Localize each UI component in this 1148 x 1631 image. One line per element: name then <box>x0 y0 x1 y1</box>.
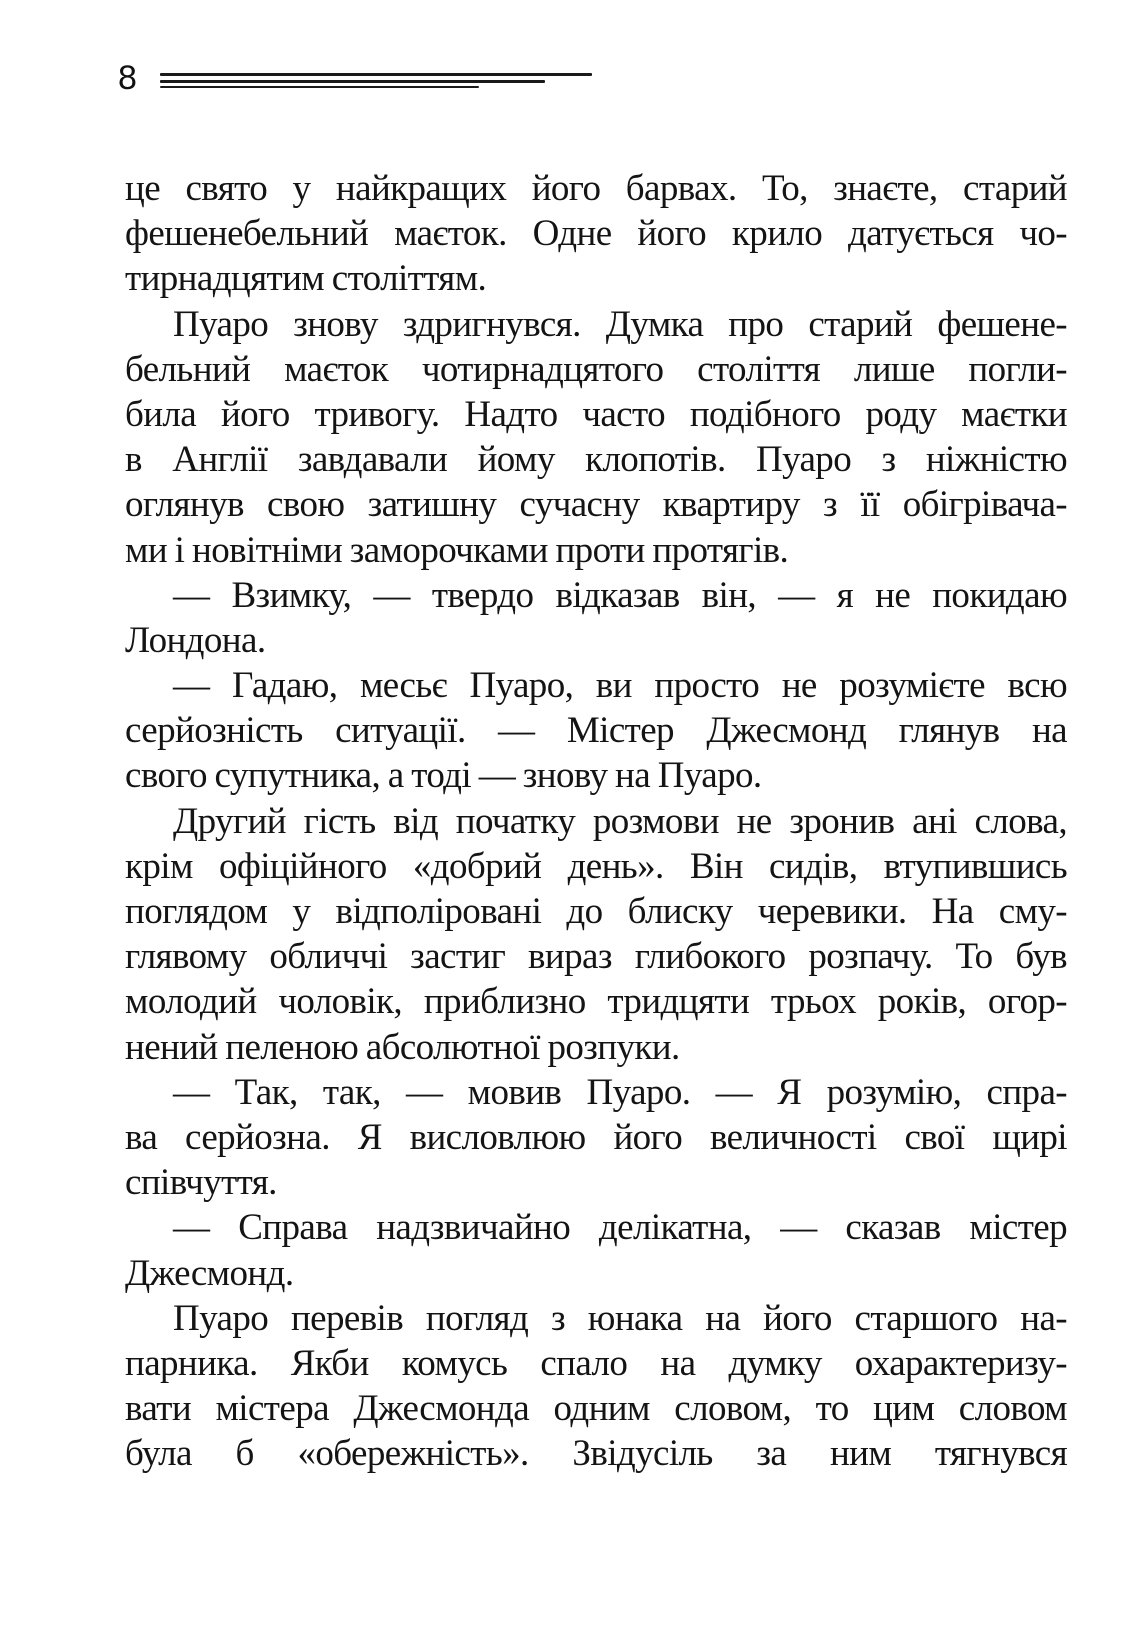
body-text <box>125 166 1067 1476</box>
text-line: бельний маєток чотирнадцятого століття лише погли- <box>125 348 1067 390</box>
text-line: — Так, так, — мовив Пуаро. — Я розумію, спра- <box>173 1071 1067 1113</box>
text-line: співчуття. <box>125 1162 277 1204</box>
text-line: свого супутника, а тоді — знову на Пуаро. <box>125 755 762 797</box>
text-line: — Взимку, — твердо відказав він, — я не покидаю <box>173 574 1067 616</box>
paragraph <box>125 663 1067 799</box>
text-line: це свято у найкращих його барвах. То, знаєте, старий <box>125 168 1067 209</box>
text-line: ми і новітніми заморочками проти протягів. <box>125 529 789 571</box>
text-line: — Справа надзвичайно делікатна, — сказав містер <box>173 1207 1067 1249</box>
paragraph <box>125 1070 1067 1206</box>
page-number: 8 <box>118 59 137 97</box>
header-rule-bottom <box>160 86 479 88</box>
text-line: — Гадаю, месьє Пуаро, ви просто не розумієте всю <box>173 665 1067 707</box>
text-line: Пуаро знову здригнувся. Думка про старий фешене- <box>173 303 1067 345</box>
text-line: оглянув свою затишну сучасну квартиру з її обігрівача- <box>125 484 1067 526</box>
paragraph <box>125 573 1067 663</box>
text-line: крім офіційного «добрий день». Він сидів, втупившись <box>125 845 1067 887</box>
text-line: Пуаро перевів погляд з юнака на його старшого на- <box>173 1297 1067 1339</box>
page-header <box>118 58 598 98</box>
paragraph <box>125 1296 1067 1477</box>
text-line: глявому обличчі застиг вираз глибокого розпачу. То був <box>125 936 1067 978</box>
text-line: Другий гість від початку розмови не зронив ані слова, <box>173 800 1067 842</box>
paragraph <box>125 302 1067 573</box>
text-line: була б «обережність». Звідусіль за ним тягнувся <box>125 1433 1067 1475</box>
text-line: тирнадцятим століттям. <box>125 258 487 300</box>
header-rule-top <box>160 73 592 76</box>
text-line: Лондона. <box>125 619 266 661</box>
text-line: молодий чоловік, приблизно тридцяти трьох років, огор- <box>125 981 1067 1023</box>
text-line: нений пеленою абсолютної розпуки. <box>125 1026 680 1068</box>
text-line: Джесмонд. <box>125 1252 294 1294</box>
text-line: в Англії завдавали йому клопотів. Пуаро з ніжністю <box>125 439 1067 481</box>
text-line: ва серйозна. Я висловлюю його величності свої щирі <box>125 1116 1067 1158</box>
text-line: била його тривогу. Надто часто подібного роду маєтки <box>125 393 1067 435</box>
text-line: серйозність ситуації. — Містер Джесмонд глянув на <box>125 710 1067 752</box>
text-line: фешенебельний маєток. Одне його крило датується чо- <box>125 213 1067 255</box>
paragraph <box>125 1205 1067 1295</box>
paragraph <box>125 799 1067 1070</box>
text-line: парника. Якби комусь спало на думку охарактеризу- <box>125 1342 1067 1384</box>
paragraph <box>125 166 1067 302</box>
header-rule-middle <box>160 80 545 83</box>
text-line: вати містера Джесмонда одним словом, то цим словом <box>125 1388 1067 1430</box>
text-line: поглядом у відполіровані до блиску черевики. На сму- <box>125 891 1067 932</box>
